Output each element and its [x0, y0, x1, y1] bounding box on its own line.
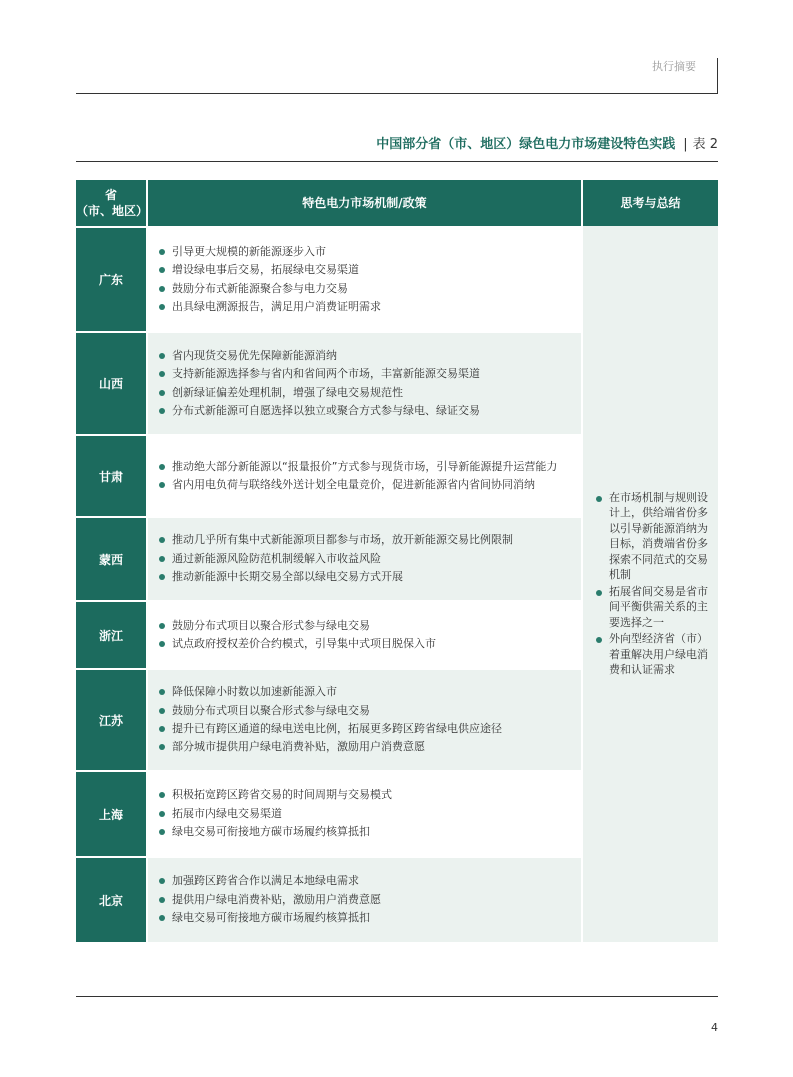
list-item: 拓展市内绿电交易渠道 [158, 805, 392, 823]
mechanism-cell [148, 670, 581, 770]
province-cell: 上海 [76, 772, 146, 856]
province-cell: 江苏 [76, 670, 146, 770]
running-head-section: 执行摘要 [652, 60, 696, 73]
list-item: 推动几乎所有集中式新能源项目都参与市场，放开新能源交易比例限制 [158, 531, 513, 549]
list-item: 积极拓宽跨区跨省交易的时间周期与交易模式 [158, 786, 392, 804]
practice-table [76, 180, 718, 942]
table-title-separator: | [683, 137, 688, 152]
list-item: 省内用电负荷与联络线外送计划全电量竞价，促进新能源省内省间协同消纳 [158, 476, 557, 494]
province-cell: 浙江 [76, 602, 146, 668]
list-item: 试点政府授权差价合约模式，引导集中式项目脱保入市 [158, 635, 436, 653]
list-item: 加强跨区跨省合作以满足本地绿电需求 [158, 872, 381, 890]
list-item: 支持新能源选择参与省内和省间两个市场，丰富新能源交易渠道 [158, 365, 480, 383]
province-cell: 广东 [76, 228, 146, 331]
table-title: 中国部分省（市、地区）绿色电力市场建设特色实践 [376, 137, 676, 152]
list-item: 提升已有跨区通道的绿电送电比例，拓展更多跨区跨省绿电供应途径 [158, 720, 502, 738]
list-item: 绿电交易可衔接地方碳市场履约核算抵扣 [158, 823, 392, 841]
list-item: 提供用户绿电消费补贴，激励用户消费意愿 [158, 891, 381, 909]
list-item: 鼓励分布式新能源聚合参与电力交易 [158, 280, 381, 298]
table-title-line [376, 133, 718, 152]
summary-list [595, 490, 708, 679]
list-item: 推动新能源中长期交易全部以绿电交易方式开展 [158, 568, 513, 586]
list-item: 绿电交易可衔接地方碳市场履约核算抵扣 [158, 909, 381, 927]
footer-rule [76, 996, 718, 997]
mechanism-cell [148, 333, 581, 434]
list-item: 降低保障小时数以加速新能源入市 [158, 683, 502, 701]
mechanism-list [158, 458, 557, 495]
mechanism-list [158, 347, 480, 421]
header-rule [76, 93, 718, 94]
mechanism-cell [148, 228, 581, 331]
table-label: 表 2 [692, 137, 718, 152]
list-item: 在市场机制与规则设计上，供给端省份多以引导新能源消纳为目标，消费端省份多探索不同范式的交易机制 [595, 490, 708, 583]
mechanism-cell [148, 436, 581, 516]
province-cell: 山西 [76, 333, 146, 434]
list-item: 鼓励分布式项目以聚合形式参与绿电交易 [158, 617, 436, 635]
province-cell: 蒙西 [76, 518, 146, 600]
list-item: 省内现货交易优先保障新能源消纳 [158, 347, 480, 365]
header-tick [717, 58, 718, 94]
mechanism-cell [148, 602, 581, 668]
mechanism-cell [148, 772, 581, 856]
col-header-mechanism: 特色电力市场机制/政策 [148, 180, 581, 226]
mechanism-list [158, 531, 513, 586]
mechanism-list [158, 683, 502, 757]
list-item: 增设绿电事后交易，拓展绿电交易渠道 [158, 261, 381, 279]
list-item: 引导更大规模的新能源逐步入市 [158, 243, 381, 261]
list-item: 部分城市提供用户绿电消费补贴，激励用户消费意愿 [158, 738, 502, 756]
mechanism-list [158, 872, 381, 927]
mechanism-list [158, 786, 392, 841]
mechanism-list [158, 617, 436, 654]
list-item: 推动绝大部分新能源以“报量报价”方式参与现货市场，引导新能源提升运营能力 [158, 458, 557, 476]
mechanism-cell [148, 858, 581, 942]
list-item: 通过新能源风险防范机制缓解入市收益风险 [158, 550, 513, 568]
list-item: 出具绿电溯源报告，满足用户消费证明需求 [158, 298, 381, 316]
page-number: 4 [711, 1021, 718, 1034]
list-item: 创新绿证偏差处理机制，增强了绿电交易规范性 [158, 384, 480, 402]
list-item: 外向型经济省（市）着重解决用户绿电消费和认证需求 [595, 631, 708, 678]
list-item: 拓展省间交易是省市间平衡供需关系的主要选择之一 [595, 584, 708, 631]
province-cell: 北京 [76, 858, 146, 942]
mechanism-cell [148, 518, 581, 600]
col-header-summary: 思考与总结 [583, 180, 718, 226]
list-item: 分布式新能源可自愿选择以独立或聚合方式参与绿电、绿证交易 [158, 402, 480, 420]
list-item: 鼓励分布式项目以聚合形式参与绿电交易 [158, 702, 502, 720]
summary-cell [583, 226, 718, 942]
province-cell: 甘肃 [76, 436, 146, 516]
mechanism-list [158, 243, 381, 317]
title-rule [76, 161, 718, 162]
col-header-province: 省 （市、地区） [76, 180, 146, 226]
